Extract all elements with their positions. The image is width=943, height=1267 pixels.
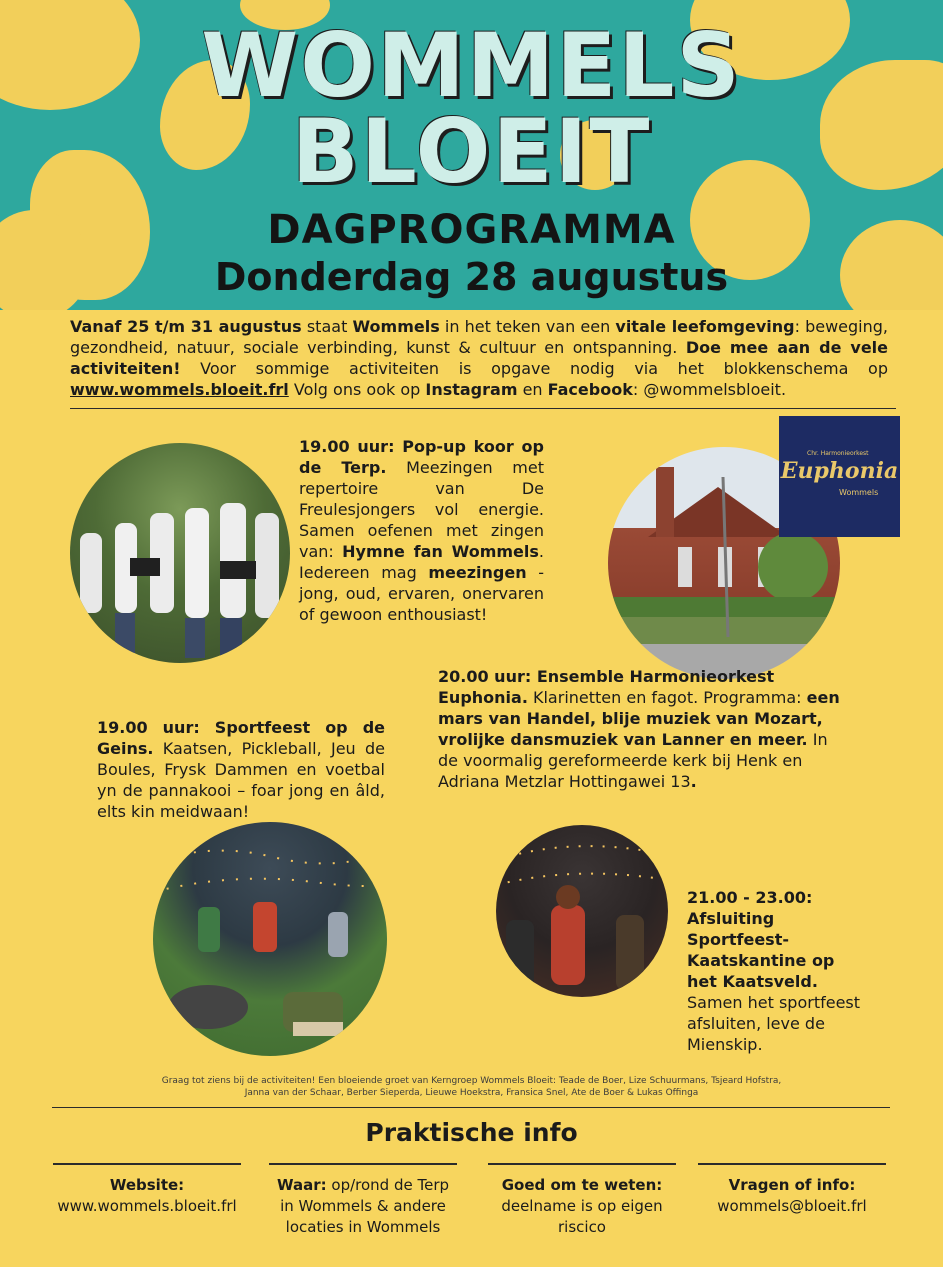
- afsluiting-photo: [496, 825, 668, 997]
- facebook-label: Facebook: [547, 380, 633, 399]
- intro-text: staat: [301, 317, 353, 336]
- event-afsluiting: [687, 887, 867, 1055]
- intro-text: : @wommelsbloeit.: [632, 380, 787, 399]
- event-koor-hymne: Hymne fan Wommels: [342, 542, 539, 561]
- divider: [70, 408, 896, 409]
- euphonia-logo-top: Chr. Harmonieorkest: [807, 450, 869, 457]
- column-divider: [269, 1163, 457, 1165]
- event-euphonia-heading: 20.00 uur: Ensemble Harmonieorkest Euphonia.: [438, 667, 775, 707]
- event-afsluiting-heading: 21.00 - 23.00: Afsluiting Sportfeest- Kaatskantine op het Kaatsveld.: [687, 888, 835, 991]
- info-waar-text: op/rond de Terp in Wommels & andere locaties in Wommels: [280, 1175, 450, 1236]
- euphonia-logo-name: Euphonia: [780, 458, 899, 484]
- intro-text: Voor sommige activiteiten is opgave nodig via het blokkenschema op: [180, 359, 888, 378]
- intro-text: in het teken van een: [439, 317, 616, 336]
- column-divider: [53, 1163, 241, 1165]
- info-website-heading: Website:: [109, 1175, 185, 1194]
- info-goed-text: deelname is op eigen riscico: [501, 1196, 663, 1236]
- info-website: [52, 1163, 242, 1217]
- divider: [52, 1107, 890, 1108]
- event-koor: [299, 436, 544, 625]
- event-koor-text: . Iedereen mag: [299, 542, 545, 582]
- euphonia-logo-sub: Wommels: [839, 488, 879, 497]
- event-sportfeest-text: Kaatsen, Pickleball, Jeu de Boules, Frysk Dammen en voetbal yn de pannakooi – foar jong en âld, elts kin meidwaan!: [97, 739, 385, 821]
- practical-title: Praktische info: [365, 1118, 578, 1147]
- instagram-label: Instagram: [425, 380, 518, 399]
- event-euphonia-period: .: [690, 772, 697, 791]
- event-sportfeest-heading: 19.00 uur: Sportfeest op de Geins.: [97, 718, 385, 758]
- column-divider: [698, 1163, 886, 1165]
- event-koor-text: - jong, oud, ervaren, onervaren of gewoon enthousiast!: [299, 563, 544, 624]
- event-euphonia: [438, 666, 840, 792]
- event-afsluiting-text: Samen het sportfeest afsluiten, leve de Mienskip.: [687, 993, 861, 1054]
- info-vragen-email[interactable]: wommels@bloeit.frl: [717, 1196, 867, 1215]
- info-vragen: [697, 1163, 887, 1217]
- info-waar: [268, 1163, 458, 1238]
- event-euphonia-text: Klarinetten en fagot. Programma:: [527, 688, 807, 707]
- euphonia-logo: [779, 416, 900, 537]
- sportfeest-drawing: [153, 822, 387, 1056]
- website-link[interactable]: www.wommels.bloeit.frl: [70, 380, 289, 399]
- logo-wommels: WOMMELS: [201, 14, 742, 117]
- info-website-link[interactable]: www.wommels.bloeit.frl: [57, 1196, 237, 1215]
- intro-text: Volg ons ook op: [288, 380, 426, 399]
- choir-photo: [70, 443, 290, 663]
- info-waar-heading: Waar:: [276, 1175, 327, 1194]
- page-date: Donderdag 28 augustus: [214, 255, 729, 299]
- column-divider: [488, 1163, 676, 1165]
- header-banner: [0, 0, 943, 310]
- logo-bloeit: BLOEIT: [291, 100, 652, 203]
- intro-text: en: [517, 380, 548, 399]
- intro-place: Wommels: [352, 317, 440, 336]
- thanks-note: Graag tot ziens bij de activiteiten! Een bloeiende groet van Kerngroep Wommels Bloeit: Teade de Boer, Lize Schuurmans, Tsjeard Hofstra, Janna van der Schaar, Berber Sieperda, Lieuwe Hoekstra, Fransica Snel, Ate de Boer & Lukas Offinga: [161, 1076, 782, 1098]
- info-goed: [487, 1163, 677, 1238]
- event-koor-text: Meezingen met repertoire van De Freulesjongers vol energie. Samen oefenen met zingen van:: [299, 458, 545, 561]
- choir-figures: [70, 443, 290, 663]
- info-goed-heading: Goed om te weten:: [501, 1175, 663, 1194]
- event-sportfeest: [97, 717, 385, 822]
- event-koor-meezingen: meezingen: [428, 563, 527, 582]
- intro-paragraph: [70, 316, 888, 400]
- event-euphonia-program: een mars van Handel, blije muziek van Mozart, vrolijke dansmuziek van Lanner en meer.: [438, 688, 840, 749]
- page-title: DAGPROGRAMMA: [267, 207, 676, 253]
- intro-text: : beweging, gezondheid, natuur, sociale verbinding, kunst & cultuur en ontspanning.: [70, 317, 889, 357]
- intro-theme: vitale leefomgeving: [615, 317, 795, 336]
- sportfeest-photo: [153, 822, 387, 1056]
- event-euphonia-location: In de voormalig gereformeerde kerk bij Henk en Adriana Metzlar Hottingawei 13: [438, 730, 828, 791]
- info-vragen-heading: Vragen of info:: [728, 1175, 856, 1194]
- afsluiting-drawing: [496, 825, 668, 997]
- intro-dates: Vanaf 25 t/m 31 augustus: [70, 317, 302, 336]
- intro-call: Doe mee aan de vele activiteiten!: [70, 338, 889, 378]
- event-koor-heading: 19.00 uur: Pop-up koor op de Terp.: [299, 437, 544, 477]
